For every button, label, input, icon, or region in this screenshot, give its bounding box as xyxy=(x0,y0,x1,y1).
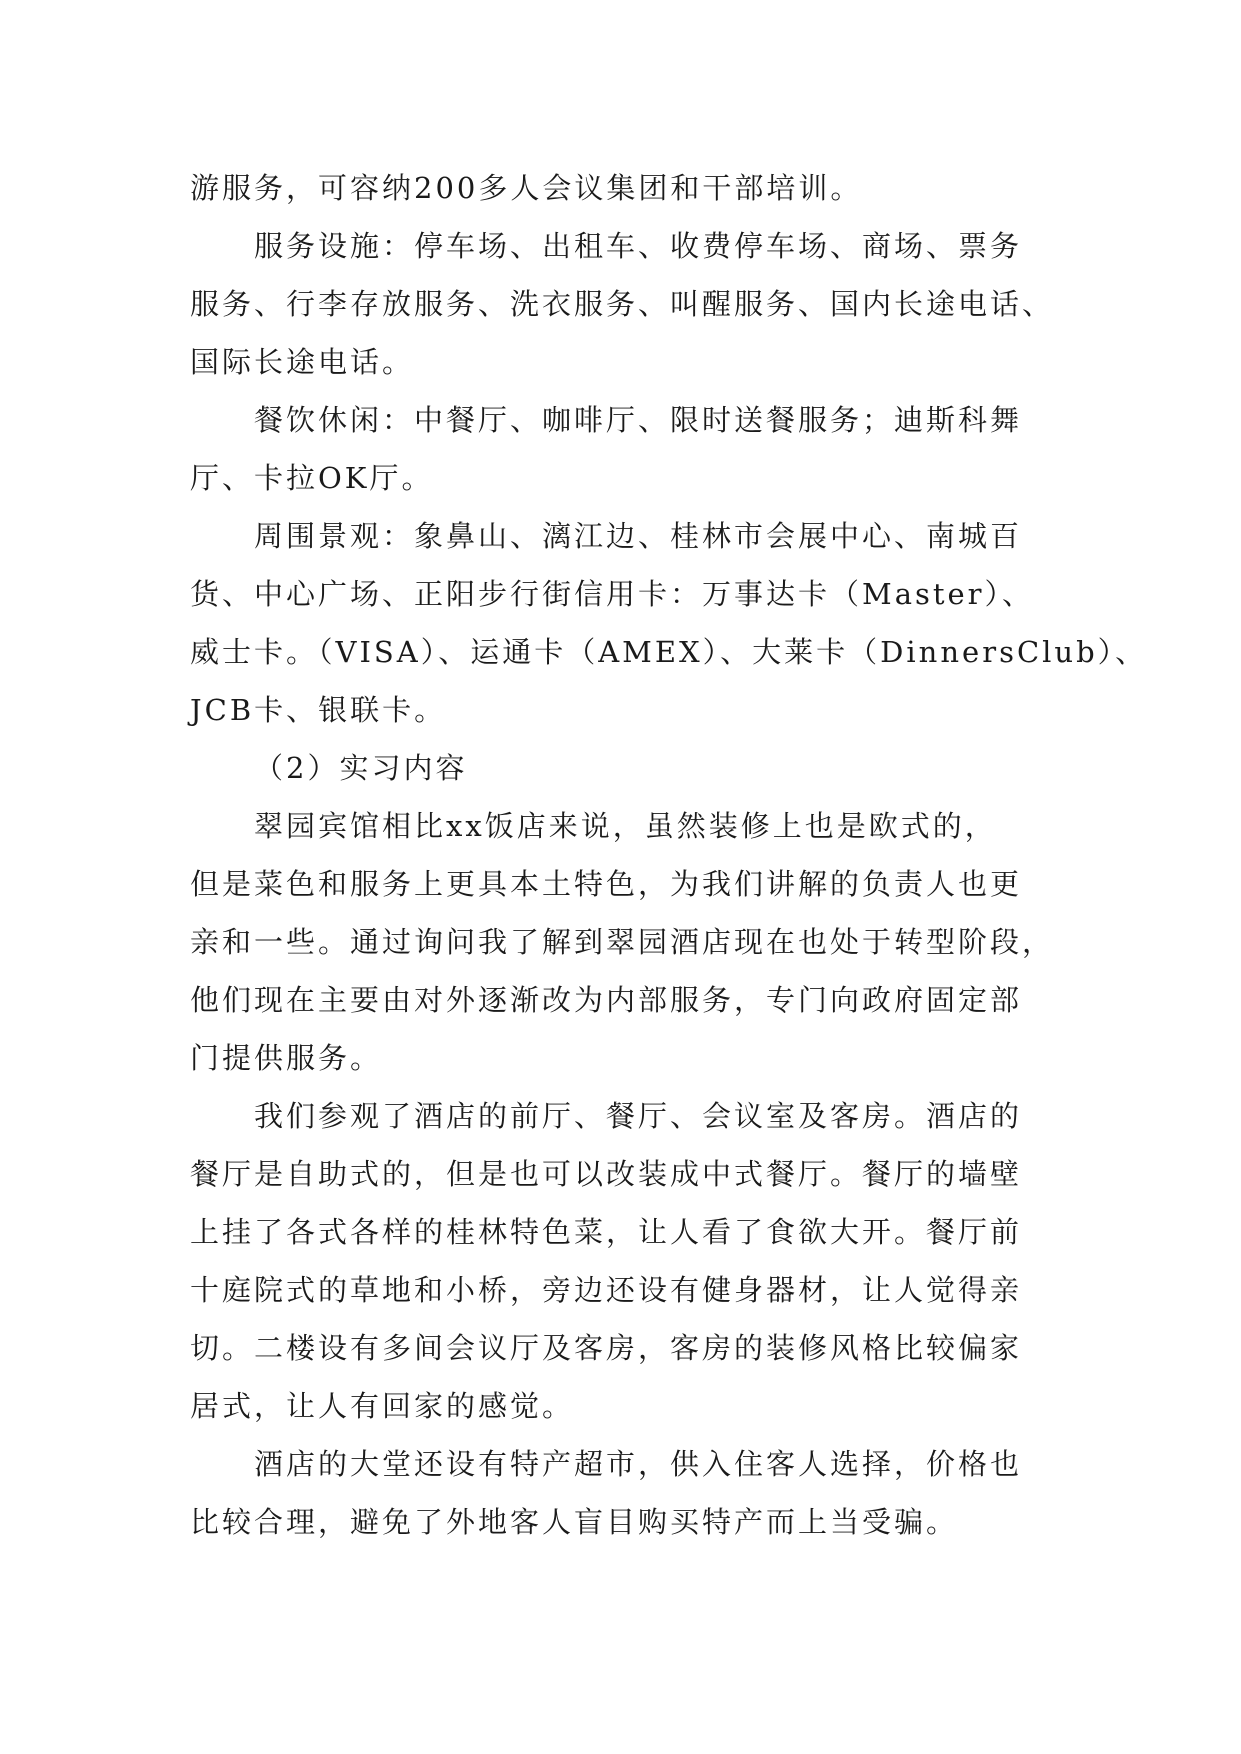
text-line: 厅、卡拉OK厅。 xyxy=(190,461,434,495)
text-line: 货、中心广场、正阳步行街信用卡：万事达卡（Master）、 xyxy=(190,577,1035,611)
text-line: 威士卡。（VISA）、运通卡（AMEX）、大莱卡（DinnersClub）、 xyxy=(190,635,1148,669)
text-line: 十庭院式的草地和小桥，旁边还设有健身器材，让人觉得亲 xyxy=(190,1273,1023,1307)
text-line: 酒店的大堂还设有特产超市，供入住客人选择，价格也 xyxy=(254,1447,1023,1481)
text-line: 翠园宾馆相比xx饭店来说，虽然装修上也是欧式的， xyxy=(254,809,997,843)
text-line: JCB卡、银联卡。 xyxy=(190,693,447,727)
text-line: 比较合理，避免了外地客人盲目购买特产而上当受骗。 xyxy=(190,1505,959,1539)
text-line: 餐厅是自助式的，但是也可以改装成中式餐厅。餐厅的墙壁 xyxy=(190,1157,1023,1191)
text-line: 国际长途电话。 xyxy=(190,345,415,379)
text-line: 服务、行李存放服务、洗衣服务、叫醒服务、国内长途电话、 xyxy=(190,287,1055,321)
text-line: 切。二楼设有多间会议厅及客房，客房的装修风格比较偏家 xyxy=(190,1331,1023,1365)
text-line: 服务设施：停车场、出租车、收费停车场、商场、票务 xyxy=(254,229,1023,263)
text-line: 上挂了各式各样的桂林特色菜，让人看了食欲大开。餐厅前 xyxy=(190,1215,1023,1249)
text-line: 亲和一些。通过询问我了解到翠园酒店现在也处于转型阶段， xyxy=(190,925,1055,959)
text-line: 游服务，可容纳200多人会议集团和干部培训。 xyxy=(190,171,863,205)
text-line: 门提供服务。 xyxy=(190,1041,383,1075)
section-heading: （2）实习内容 xyxy=(254,751,468,785)
text-line: 居式，让人有回家的感觉。 xyxy=(190,1389,575,1423)
text-line: 他们现在主要由对外逐渐改为内部服务，专门向政府固定部 xyxy=(190,983,1023,1017)
text-line: 但是菜色和服务上更具本土特色，为我们讲解的负责人也更 xyxy=(190,867,1023,901)
text-line: 我们参观了酒店的前厅、餐厅、会议室及客房。酒店的 xyxy=(254,1099,1023,1133)
text-line: 周围景观：象鼻山、漓江边、桂林市会展中心、南城百 xyxy=(254,519,1023,553)
text-line: 餐饮休闲：中餐厅、咖啡厅、限时送餐服务；迪斯科舞 xyxy=(254,403,1023,437)
